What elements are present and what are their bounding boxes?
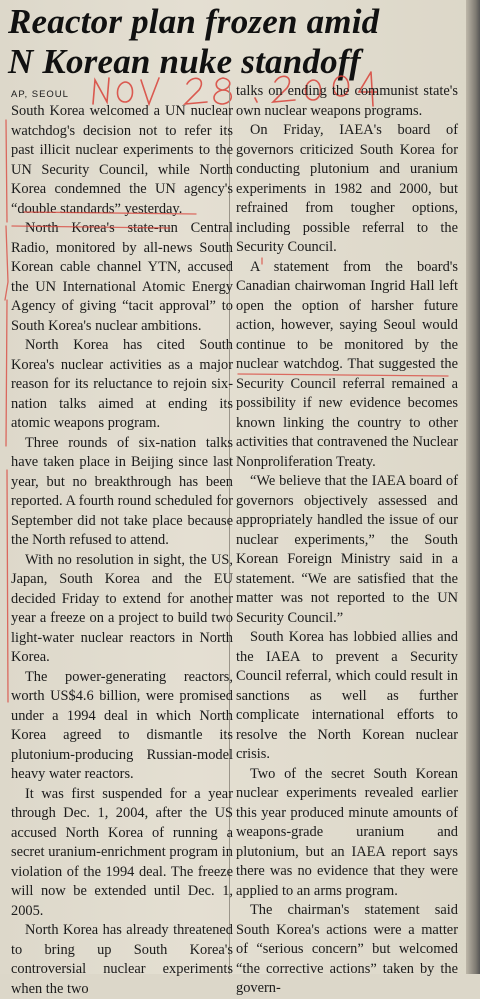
headline-line-1: Reactor plan frozen amid <box>8 2 380 41</box>
paragraph: Two of the secret South Korean nuclear experiments revealed earlier this year produced minute amounts of weapons-grade uranium and plutonium, but an IAEA report says there was no evidence that they were applied to an arms program. <box>236 765 458 899</box>
paragraph: talks on ending the communist state's own nuclear weapons programs. <box>236 83 458 119</box>
paragraph: Three rounds of six-nation talks have taken place in Beijing since last year, but no breakthrough has been reported. A fourth round scheduled for September did not take place because the North refused to attend. <box>11 434 233 548</box>
paragraph: North Korea has cited South Korea's nuclear activities as a major reason for its reluctance to rejoin six-nation talks aimed at ending its atomic weapons program. <box>11 337 233 431</box>
scan-edge <box>466 0 480 974</box>
dateline: AP, SEOUL <box>11 89 69 100</box>
paragraph: “We believe that the IAEA board of governors objectively assessed and appropriately handled the issue of our nuclear experiments,” the South Korean Foreign Ministry said in a statement. “We are satisfied that the matter was not reported to the UN Security Council.” <box>236 473 458 626</box>
paragraph: North Korea has already threatened to bring up South Korea's controversial nuclear experiments when the two <box>11 922 233 997</box>
paragraph: South Korea welcomed a UN nuclear watchdog's decision not to refer its past illicit nuclear experiments to the UN Security Council, while North Korea condemned the UN agency's “double standards” yesterday. <box>11 103 233 217</box>
paragraph: The chairman's statement said South Korea's actions were a matter of “serious concern” but welcomed “the corrective actions” taken by the govern- <box>236 902 458 996</box>
paragraph: A statement from the board's Canadian chairwoman Ingrid Hall left open the option of harsher future action, however, saying Seoul would continue to be monitored by the nuclear watchdog. That suggested the Security Council referral remained a possibility if new evidence becomes known linking the country to other activities that contravened the Nuclear Nonproliferation Treaty. <box>236 258 458 470</box>
headline <box>8 2 468 82</box>
paragraph: On Friday, IAEA's board of governors criticized South Korea for conducting plutonium and uranium experiments in 1982 and 2000, but refrained from tougher options, including possible referral to the Security Council. <box>236 122 458 255</box>
paragraph: It was first suspended for a year through Dec. 1, 2004, after the US accused North Korea of running a secret uranium-enrichment program in violation of the 1994 deal. The freeze will now be extended until Dec. 1, 2005. <box>11 785 233 919</box>
paragraph: The power-generating reactors, worth US$4.6 billion, were promised under a 1994 deal in which North Korea agreed to dismantle its plutonium-producing Russian-model heavy water reactors. <box>11 668 233 782</box>
headline-line-2: N Korean nuke standoff <box>8 42 361 81</box>
paragraph: South Korea has lobbied allies and the IAEA to prevent a Security Council referral, which could result in sanctions as well as further complicate international efforts to resolve the North Korean nuclear crisis. <box>236 629 458 762</box>
paragraph: With no resolution in sight, the US, Japan, South Korea and the EU decided Friday to extend for another year a freeze on a project to build two light-water nuclear reactors in North Korea. <box>11 551 233 665</box>
paragraph: North Korea's state-run Central Radio, monitored by all-news South Korean cable channel YTN, accused the UN International Atomic Energy Agency of giving “tacit approval” to South Korea's nuclear ambitions. <box>11 220 233 334</box>
article-column-left <box>11 88 233 999</box>
article-column-right <box>236 82 458 999</box>
